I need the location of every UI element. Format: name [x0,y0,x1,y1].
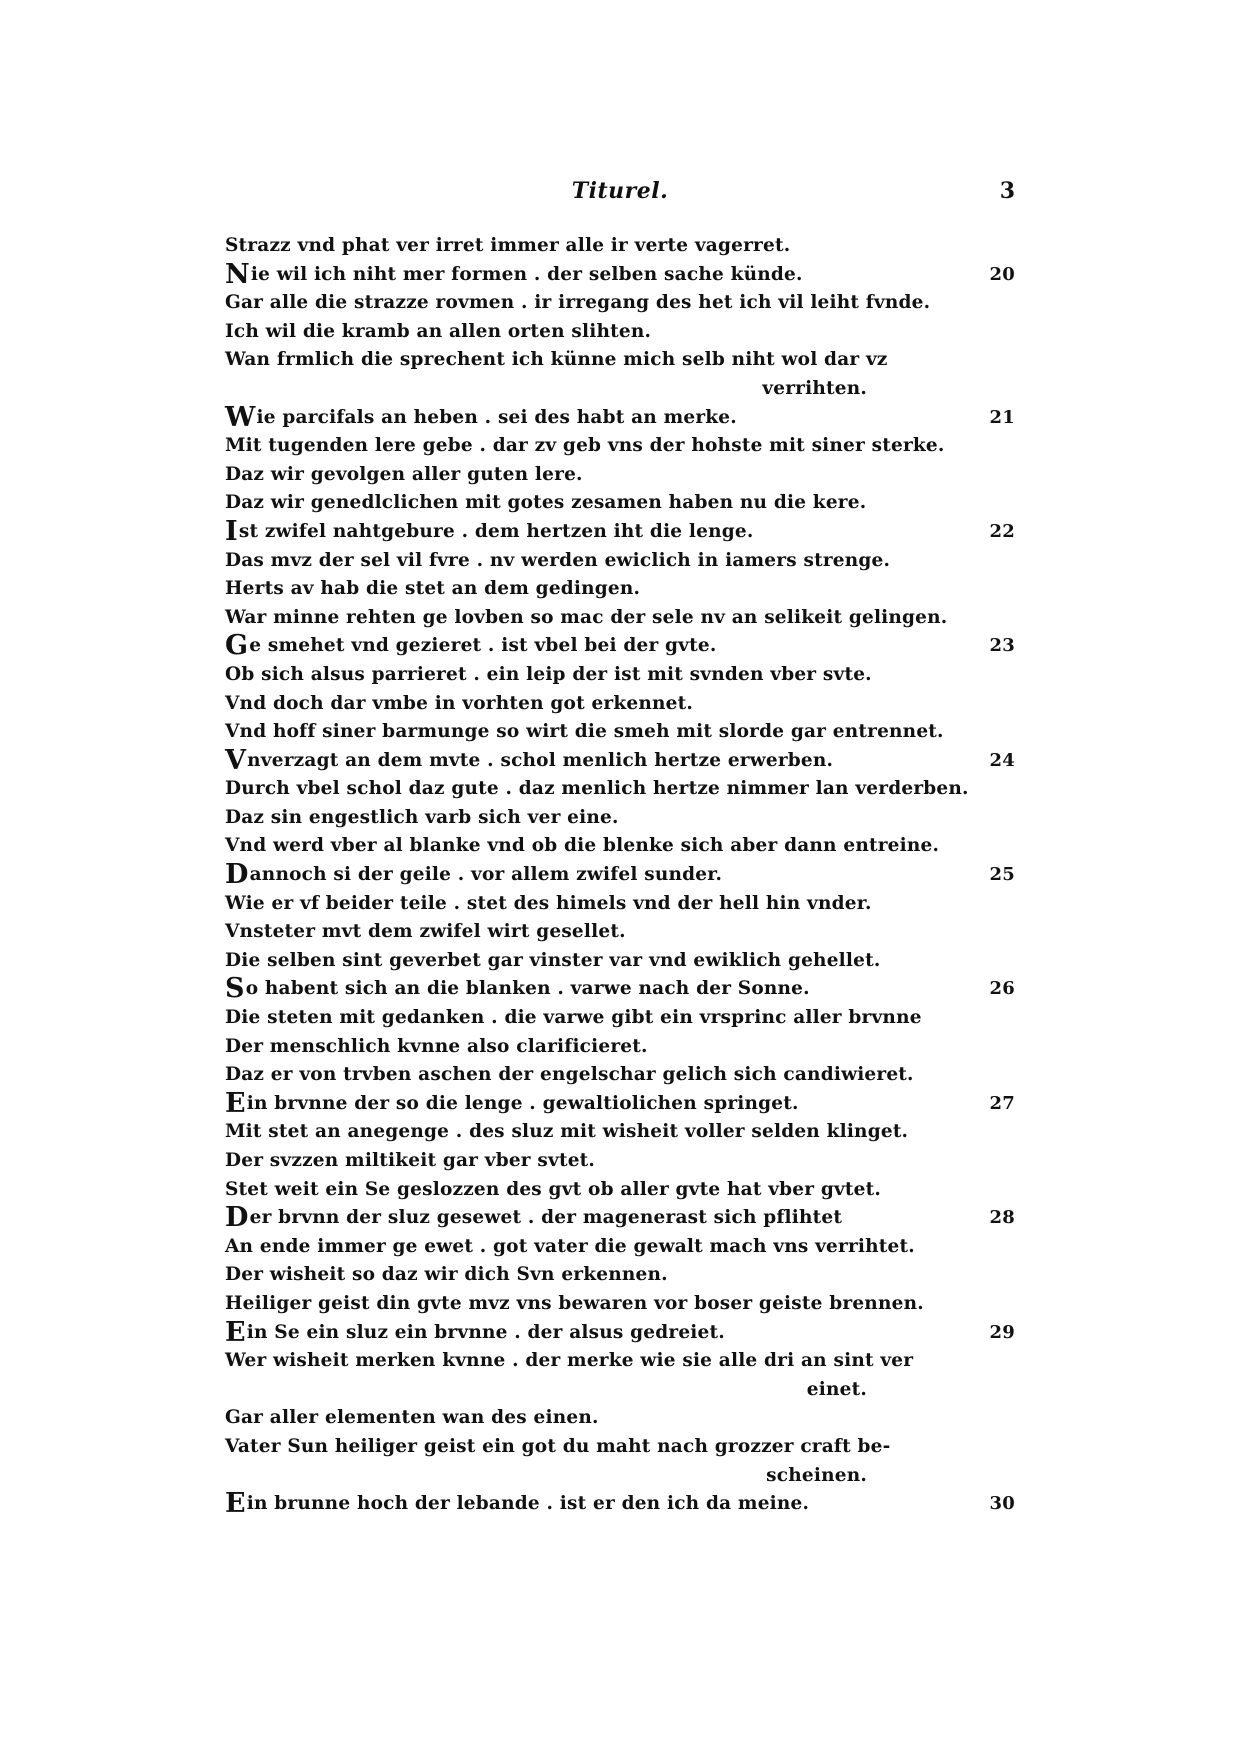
verse-text: Herts av hab die stet an dem gedingen. [225,578,641,600]
verse-line [225,1290,1015,1319]
verse-text: Vater Sun heiliger geist ein got du maht nach grozzer craft be- [225,1435,891,1457]
initial-letter: D [225,859,249,891]
stanza-number: 23 [989,635,1015,657]
verse-text: Vnd hoff siner barmunge so wirt die smeh mit slorde gar entrennet. [225,721,944,743]
verse-text: Vnd werd vber al blanke vnd ob die blenke sich aber dann entreine. [225,835,940,857]
verse-text: in Se ein sluz ein brvnne . der alsus gedreiet. [246,1321,725,1343]
stanza-first-line [225,632,1015,661]
initial-letter: D [225,1202,249,1234]
verse-text: Die steten mit gedanken . die varwe gibt ein vrsprinc aller brvnne [225,1007,922,1029]
verse-line [225,346,1015,375]
page-title: Titurel. [571,178,669,204]
verse-line [225,661,1015,690]
verse-line [225,432,1015,461]
stanza-first-line [225,861,1015,890]
verse-text: er brvnn der sluz gesewet . der magenerast sich pflihtet [249,1207,843,1229]
verse-line [225,1004,1015,1033]
verse-continuation [225,1376,1015,1405]
verse-line [225,232,1015,261]
verse-line [225,775,1015,804]
poem-text-block [225,232,1015,1519]
verse-text: Vnd doch dar vmbe in vorhten got erkennet. [225,692,694,714]
verse-line [225,1061,1015,1090]
initial-letter: W [225,401,256,433]
verse-text: st zwifel nahtgebure . dem hertzen iht die lenge. [238,520,754,542]
page-number: 3 [999,178,1015,204]
verse-text: Heiliger geist din gvte mvz vns bewaren vor boser geiste brennen. [225,1292,924,1314]
verse-line [225,489,1015,518]
stanza-first-line [225,401,1015,433]
stanza-number: 28 [989,1207,1015,1229]
verse-line [225,1176,1015,1205]
verse-line [225,1118,1015,1147]
stanza-first-line [225,258,1015,290]
verse-text: Ich wil die kramb an allen orten slihten. [225,320,652,342]
verse-text: Der wisheit so daz wir dich Svn erkennen. [225,1264,668,1286]
stanza-number: 24 [989,749,1015,771]
verse-text: An ende immer ge ewet . got vater die gewalt mach vns verrihtet. [225,1235,915,1257]
initial-letter: G [225,630,249,662]
verse-text: nverzagt an dem mvte . schol menlich hertze erwerben. [247,749,834,771]
verse-line [225,947,1015,976]
verse-text: scheinen. [766,1464,867,1486]
verse-line [225,1147,1015,1176]
verse-continuation [225,1462,1015,1491]
verse-text: Durch vbel schol daz gute . daz menlich hertze nimmer lan verderben. [225,778,969,800]
running-head [225,178,1015,208]
initial-letter: N [225,258,250,290]
verse-text: Mit tugenden lere gebe . dar zv geb vns der hohste mit siner sterke. [225,435,945,457]
verse-text: Daz wir genedlclichen mit gotes zesamen haben nu die kere. [225,492,867,514]
stanza-number: 20 [989,263,1015,285]
stanza-first-line [225,1490,1015,1519]
verse-text: Gar alle die strazze rovmen . ir irregang des het ich vil leiht fvnde. [225,292,931,314]
verse-text: War minne rehten ge lovben so mac der sele nv an selikeit gelingen. [225,606,948,628]
verse-text: Daz er von trvben aschen der engelschar gelich sich candiwieret. [225,1064,914,1086]
verse-text: Mit stet an anegenge . des sluz mit wisheit voller selden klinget. [225,1121,909,1143]
verse-text: Daz wir gevolgen aller guten lere. [225,463,583,485]
verse-line [225,461,1015,490]
verse-text: in brvnne der so die lenge . gewaltiolichen springet. [246,1092,799,1114]
verse-text: einet. [806,1378,867,1400]
stanza-number: 30 [989,1493,1015,1515]
stanza-number: 27 [989,1092,1015,1114]
verse-text: verrihten. [762,377,867,399]
initial-letter: E [225,1316,246,1348]
verse-text: o habent sich an die blanken . varwe nach der Sonne. [245,978,810,1000]
verse-line [225,832,1015,861]
verse-continuation [225,375,1015,404]
verse-line [225,718,1015,747]
initial-letter: E [225,1087,246,1119]
verse-line [225,918,1015,947]
verse-text: Die selben sint geverbet gar vinster var vnd ewiklich gehellet. [225,949,881,971]
stanza-number: 26 [989,978,1015,1000]
verse-text: ie wil ich niht mer formen . der selben sache künde. [250,263,803,285]
verse-line [225,575,1015,604]
verse-line [225,1233,1015,1262]
verse-text: in brunne hoch der lebande . ist er den ich da meine. [246,1493,810,1515]
verse-line [225,289,1015,318]
initial-letter: S [225,973,245,1005]
verse-line [225,1261,1015,1290]
stanza-first-line [225,975,1015,1004]
verse-text: Ob sich alsus parrieret . ein leip der ist mit svnden vber svte. [225,663,872,685]
stanza-first-line [225,1316,1015,1348]
verse-line [225,318,1015,347]
verse-text: Der menschlich kvnne also clarificieret. [225,1035,648,1057]
stanza-first-line [225,1204,1015,1233]
stanza-first-line [225,744,1015,776]
verse-line [225,1433,1015,1462]
verse-text: Gar aller elementen wan des einen. [225,1407,599,1429]
initial-letter: E [225,1488,246,1520]
verse-line [225,804,1015,833]
verse-text: Stet weit ein Se geslozzen des gvt ob aller gvte hat vber gvtet. [225,1178,882,1200]
verse-text: e smehet vnd gezieret . ist vbel bei der gvte. [249,635,717,657]
verse-text: Der svzzen miltikeit gar vber svtet. [225,1150,596,1171]
verse-line [225,890,1015,919]
verse-text: Wie er vf beider teile . stet des himels vnd der hell hin vnder. [225,892,872,914]
stanza-number: 22 [989,520,1015,542]
verse-line [225,1347,1015,1376]
stanza-number: 29 [989,1321,1015,1343]
verse-text: ie parcifals an heben . sei des habt an merke. [256,406,737,428]
stanza-first-line [225,515,1015,547]
verse-text: Das mvz der sel vil fvre . nv werden ewiclich in iamers strenge. [225,549,891,571]
stanza-number: 25 [989,864,1015,886]
verse-text: Daz sin engestlich varb sich ver eine. [225,806,619,828]
verse-line [225,690,1015,719]
verse-text: Strazz vnd phat ver irret immer alle ir verte vagerret. [225,235,791,256]
verse-line [225,1033,1015,1062]
verse-text: Wer wisheit merken kvnne . der merke wie sie alle dri an sint ver [225,1350,914,1372]
verse-text: Wan frmlich die sprechent ich künne mich selb niht wol dar vz [225,349,888,371]
verse-line [225,547,1015,576]
initial-letter: V [225,744,247,776]
verse-line [225,604,1015,633]
initial-letter: I [225,515,238,547]
stanza-number: 21 [989,406,1015,428]
verse-text: Vnsteter mvt dem zwifel wirt gesellet. [225,921,626,943]
verse-line [225,1404,1015,1433]
verse-text: annoch si der geile . vor allem zwifel sunder. [249,864,723,886]
stanza-first-line [225,1087,1015,1119]
